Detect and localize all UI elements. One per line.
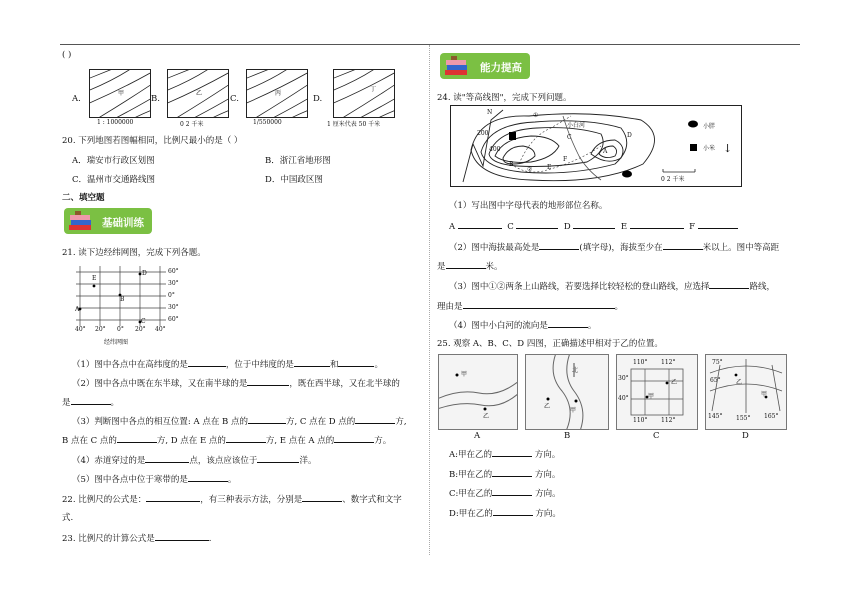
answer-blank[interactable] <box>188 357 226 367</box>
answer-blank[interactable] <box>463 299 615 309</box>
q25-stem: 25. 观察 A、B、C、D 四图，正确描述甲相对于乙的位置。 <box>437 339 663 349</box>
lat-label: 30° <box>168 280 179 287</box>
panel-label-a: A <box>474 431 481 441</box>
answer-blank[interactable] <box>698 219 738 229</box>
option-letter: A. <box>72 94 81 104</box>
grid-point-e: E <box>92 275 97 282</box>
lon-label: 165° <box>764 413 779 420</box>
books-icon <box>67 209 97 233</box>
grid-caption: 经纬网图 <box>104 339 129 346</box>
text: ，既在西半球，又在北半球的 <box>289 379 400 389</box>
q25-panel-b <box>525 354 609 430</box>
answer-blank[interactable] <box>155 531 209 541</box>
yi-label: 乙 <box>483 413 490 420</box>
section-title: 二、填空题 <box>62 193 105 203</box>
lon-label: 0° <box>117 326 124 333</box>
text: 、数字式和文字 <box>342 495 402 505</box>
answer-blank[interactable] <box>458 219 502 229</box>
q25-panel-d <box>705 354 787 430</box>
text: （3）判断图中各点的相互位置: A 点在 B 点的 <box>72 417 248 427</box>
text: C <box>507 222 514 232</box>
answer-blank[interactable] <box>338 357 374 367</box>
text: 甲在乙的 <box>458 470 493 480</box>
option-letter: D. <box>313 94 323 104</box>
text: （1）图中各点中在高纬度的是 <box>72 360 188 370</box>
q25-answer-d <box>449 506 561 519</box>
books-icon <box>443 54 473 78</box>
q20-option-b[interactable]: B．浙江省地形图 <box>265 156 331 166</box>
text: （4）赤道穿过的是 <box>72 456 146 466</box>
point-f-label: F <box>563 156 568 163</box>
q21-sub5 <box>72 472 236 485</box>
answer-blank[interactable] <box>539 240 579 250</box>
answer-blank[interactable] <box>146 492 200 502</box>
text: 23. 比例尺的计算公式是 <box>62 534 155 544</box>
map-scale: 1 厘米代表 50 千米 <box>327 121 381 128</box>
text: （3）图中 <box>449 282 489 292</box>
text: 甲在乙的 <box>458 509 493 519</box>
map-label: 丙 <box>275 90 282 97</box>
q25-answer-b <box>449 467 560 480</box>
point-a-label: A <box>603 148 608 155</box>
text: （2）图中各点中既在东半球，又在南半球的是 <box>72 379 248 389</box>
text: 22. 比例尺的公式是： <box>62 495 147 505</box>
answer-blank[interactable] <box>630 219 684 229</box>
text: 方, E 点在 A 点的 <box>265 436 335 446</box>
text: 。 <box>110 398 120 408</box>
q24-sub3-cont <box>437 299 623 312</box>
text: E <box>620 222 628 232</box>
text: D: <box>449 509 459 519</box>
column-divider <box>429 45 430 555</box>
lon-label: 40° <box>75 326 86 333</box>
route-1-label: ① <box>533 112 539 119</box>
answer-blank[interactable] <box>516 219 558 229</box>
text: 路线， <box>749 282 775 292</box>
q25-answer-a <box>449 447 560 460</box>
q21-sub2-cont <box>62 395 119 408</box>
contour-lines <box>334 70 394 117</box>
answer-blank[interactable] <box>226 433 266 443</box>
panel-label-b: B <box>564 431 571 441</box>
text: 理由是 <box>437 302 463 312</box>
q24-sub2-cont <box>437 259 503 272</box>
grid-point-b: B <box>120 296 125 303</box>
answer-blank[interactable] <box>71 395 111 405</box>
option-letter: C. <box>230 94 239 104</box>
text: 点，该点应该位于 <box>189 456 258 466</box>
text: ，位于中纬度的是 <box>225 360 294 370</box>
map-figure-b <box>167 69 229 118</box>
text: （2）图中海拔最高处是 <box>449 243 540 253</box>
route-2-label: ② <box>527 166 533 173</box>
lon-label: 40° <box>155 326 166 333</box>
jia-label: 甲 <box>461 371 468 378</box>
answer-blank[interactable] <box>247 376 289 386</box>
option-letter: B. <box>151 94 160 104</box>
q21-sub2 <box>72 376 400 389</box>
lon-label: 20° <box>95 326 106 333</box>
answer-blank[interactable] <box>548 318 588 328</box>
river-label: 小白河 <box>567 122 586 129</box>
q21-sub3 <box>72 414 407 427</box>
answer-blank[interactable] <box>492 447 532 457</box>
point-e-label: E <box>547 164 552 171</box>
text: 两条上山路线，若要选择比较轻松的登山路线，应选择 <box>505 282 710 292</box>
map-scale: 0 2 千米 <box>180 121 204 128</box>
text: 方, C 点在 D 点的 <box>285 417 356 427</box>
answer-blank[interactable] <box>117 433 157 443</box>
text: 甲在乙的 <box>458 450 493 460</box>
answer-blank[interactable] <box>573 219 615 229</box>
badge-label: 能力提高 <box>480 62 522 74</box>
point-d-label: D <box>627 132 632 139</box>
jia-label: 甲 <box>648 393 655 400</box>
lon-label: 110° <box>633 359 648 366</box>
map-label: 丁 <box>370 86 377 93</box>
lat-lon-grid <box>70 264 182 334</box>
answer-blank[interactable] <box>493 506 533 516</box>
q25-answer-c <box>449 486 561 499</box>
text: . <box>208 534 212 544</box>
text: 方向。 <box>535 489 561 499</box>
map-label: 乙 <box>196 90 203 97</box>
legend-xiaomi: 小米 <box>703 145 716 152</box>
text: 。 <box>374 360 383 370</box>
text: 。 <box>614 302 624 312</box>
text: 和 <box>329 360 339 370</box>
text: 。 <box>227 475 237 485</box>
answer-blank[interactable] <box>145 453 189 463</box>
answer-blank[interactable] <box>334 433 374 443</box>
answer-blank[interactable] <box>492 486 532 496</box>
text: B 点在 C 点的 <box>62 436 117 446</box>
q20-option-c[interactable]: C．温州市交通路线图 <box>72 175 156 185</box>
text: 米以上。图中等高距 <box>702 243 780 253</box>
q25-panel-c <box>616 354 698 430</box>
grid-point-c: C <box>141 318 146 325</box>
lat-label: 0° <box>168 292 175 299</box>
q23 <box>62 531 211 544</box>
jia-label: 甲 <box>761 391 768 398</box>
text: A: <box>449 450 459 460</box>
map-label: 甲 <box>118 90 125 97</box>
text: B: <box>449 470 459 480</box>
lat-label: 60° <box>168 268 179 275</box>
map-scale: 0 2 千米 <box>661 176 685 183</box>
q20-option-a[interactable]: A．瑞安市行政区划图 <box>72 156 155 166</box>
answer-blank[interactable] <box>663 240 703 250</box>
point-b-label: B <box>509 161 514 168</box>
q24-stem: 24. 读"等高线图"，完成下列问题。 <box>437 93 572 103</box>
q20-option-d[interactable]: D．中国政区图 <box>265 175 323 185</box>
lat-label: 30° <box>168 304 179 311</box>
text: 方, <box>395 417 407 427</box>
text: 甲在乙的 <box>458 489 493 499</box>
lon-label: 110° <box>633 417 648 424</box>
text: 方向。 <box>535 509 561 519</box>
q21-sub1 <box>72 357 383 370</box>
text: （5）图中各点中位于寒带的是 <box>72 475 188 485</box>
river-diagram <box>439 355 517 429</box>
q25-panel-a <box>438 354 518 430</box>
text: 米。 <box>485 262 503 272</box>
q21-stem: 21. 读下边经纬网图，完成下列各题。 <box>62 248 206 258</box>
q24-sub1: （1）写出图中字母代表的地形部位名称。 <box>449 201 608 211</box>
lat-label: 30° <box>618 375 629 382</box>
text: A <box>449 222 456 232</box>
yi-label: 乙 <box>544 403 551 410</box>
lat-label: 75° <box>712 359 723 366</box>
answer-blank[interactable] <box>446 259 486 269</box>
text: (填字母)，海拔至少在 <box>579 243 663 253</box>
panel-label-d: D <box>742 431 749 441</box>
yi-label: 乙 <box>671 379 678 386</box>
text: 方向。 <box>534 450 561 460</box>
lon-label: 145° <box>708 413 723 420</box>
q22 <box>62 492 402 505</box>
yi-label: 乙 <box>736 379 743 386</box>
grid-point-a: A <box>75 306 80 313</box>
contour-label-200: 200 <box>477 130 489 137</box>
text: ①② <box>488 282 506 292</box>
answer-blank[interactable] <box>355 414 395 424</box>
q21-sub3-cont <box>62 433 391 446</box>
lon-label: 20° <box>135 326 146 333</box>
legend-xiaopang: 小胖 <box>703 123 716 130</box>
q19-answer-paren: ( ) <box>62 50 72 60</box>
text: （4）图中小白河的流向是 <box>449 321 548 331</box>
q22-cont: 式. <box>62 513 74 523</box>
text: 洋。 <box>299 456 317 466</box>
text: 。 <box>587 321 597 331</box>
grid-point-d: D <box>142 270 147 277</box>
lon-label: 155° <box>736 415 751 422</box>
point-c-label: C <box>567 134 572 141</box>
north-label: N <box>487 109 493 116</box>
text: C: <box>449 489 459 499</box>
map-figure-c <box>246 69 308 118</box>
answer-blank[interactable] <box>248 414 286 424</box>
q21-sub4 <box>72 453 316 466</box>
flow-arrow-icon: ↓ <box>723 142 733 155</box>
text: 方, D 点在 E 点的 <box>156 436 226 446</box>
q24-sub1-blanks <box>449 219 738 232</box>
lat-label: 60° <box>168 316 179 323</box>
river-diagram <box>526 355 608 429</box>
answer-blank[interactable] <box>302 492 342 502</box>
text: ，有三种表示方法，分别是 <box>200 495 303 505</box>
badge-basic-training <box>64 208 152 234</box>
lat-label: 40° <box>618 395 629 402</box>
answer-blank[interactable] <box>294 357 330 367</box>
north-label: 北 <box>572 367 579 374</box>
map-scale: 1 : 1000000 <box>97 119 134 126</box>
lon-label: 112° <box>661 359 676 366</box>
contour-label-400: 400 <box>489 146 501 153</box>
q24-sub3 <box>449 279 775 292</box>
jia-label: 甲 <box>570 407 577 414</box>
q24-sub4 <box>449 318 596 331</box>
lon-label: 112° <box>661 417 676 424</box>
map-figure-a <box>89 69 151 118</box>
text: 方。 <box>374 436 392 446</box>
text: 是 <box>437 262 446 272</box>
badge-ability-improvement <box>440 53 530 79</box>
text: D <box>563 222 571 232</box>
q20-stem: 20. 下列地图若图幅相同，比例尺最小的是（ ） <box>62 136 243 146</box>
contour-map <box>450 105 742 187</box>
map-figure-d <box>333 69 395 118</box>
q24-sub2 <box>449 240 779 253</box>
answer-blank[interactable] <box>257 453 299 463</box>
grid-diagram <box>617 355 697 429</box>
answer-blank[interactable] <box>188 472 228 482</box>
text: F <box>689 222 696 232</box>
panel-label-c: C <box>653 431 660 441</box>
map-scale: 1/550000 <box>253 119 282 126</box>
text: 方向。 <box>534 470 561 480</box>
answer-blank[interactable] <box>492 467 532 477</box>
answer-blank[interactable] <box>709 279 749 289</box>
header-rule <box>60 44 800 45</box>
text: 是 <box>62 398 71 408</box>
badge-label: 基础训练 <box>102 217 144 229</box>
lat-label: 65° <box>710 377 721 384</box>
